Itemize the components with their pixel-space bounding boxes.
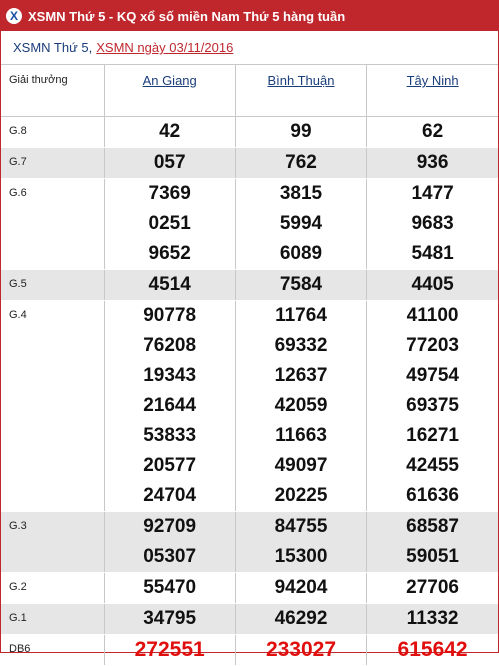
prize-cell	[104, 301, 235, 512]
prize-cell	[235, 301, 366, 512]
prize-number: 762	[285, 152, 317, 173]
province-link-an-giang[interactable]: An Giang	[142, 73, 197, 88]
prize-number: 16271	[406, 425, 459, 446]
prize-number: 34795	[143, 608, 197, 629]
breadcrumb-date-link[interactable]: XSMN ngày 03/11/2016	[96, 40, 234, 55]
prize-label: G.5	[1, 270, 104, 301]
prize-cell	[367, 117, 498, 148]
prize-number: 77203	[406, 335, 459, 356]
prize-number: 3815	[279, 183, 323, 204]
prize-number: 46292	[274, 608, 328, 629]
prize-number: 11332	[406, 608, 459, 629]
prize-number: 9652	[148, 243, 191, 264]
prize-label: G.8	[1, 117, 104, 148]
prize-label: G.7	[1, 148, 104, 179]
prize-row	[1, 635, 498, 666]
prize-number: 55470	[143, 577, 197, 598]
prize-number: 68587	[406, 516, 459, 537]
prize-row	[1, 148, 498, 179]
prize-number: 7369	[148, 183, 191, 204]
prize-number: 11764	[275, 305, 327, 326]
prize-number: 27706	[406, 577, 459, 598]
prize-cell	[104, 512, 235, 573]
prize-number: 5994	[279, 213, 323, 234]
prize-number: 99	[290, 121, 312, 142]
prize-number: 24704	[143, 485, 197, 506]
prize-number: 7584	[279, 274, 323, 295]
page-title: XSMN Thứ 5 - KQ xổ số miền Nam Thứ 5 hàng tuần	[28, 8, 346, 24]
prize-number: 11663	[275, 425, 327, 446]
prize-number: 21644	[143, 395, 197, 416]
prize-cell	[104, 573, 235, 604]
prize-number: 76208	[143, 335, 197, 356]
prize-cell	[235, 117, 366, 148]
prize-label: G.2	[1, 573, 104, 604]
prize-number: 49097	[274, 455, 328, 476]
prize-label: DB6	[1, 635, 104, 666]
prize-row	[1, 604, 498, 635]
prize-number: 42	[159, 121, 181, 142]
prize-number: 92709	[143, 516, 197, 537]
prize-cell	[367, 179, 498, 270]
prize-cell	[235, 148, 366, 179]
prize-number: 4514	[148, 274, 191, 295]
prize-number: 5481	[411, 243, 454, 264]
prize-number: 42059	[274, 395, 328, 416]
prize-label: G.1	[1, 604, 104, 635]
prize-number: 59051	[406, 546, 459, 567]
special-prize-number: 233027	[265, 638, 337, 661]
breadcrumb	[1, 31, 498, 64]
prize-cell	[235, 179, 366, 270]
prize-number: 90778	[143, 305, 197, 326]
prize-row	[1, 573, 498, 604]
prize-number: 9683	[411, 213, 454, 234]
prize-number: 42455	[406, 455, 459, 476]
prize-number: 936	[416, 152, 449, 173]
prize-number: 057	[153, 152, 186, 173]
prize-number: 0251	[148, 213, 191, 234]
prize-number: 84755	[274, 516, 328, 537]
prize-cell	[104, 270, 235, 301]
prize-label: G.6	[1, 179, 104, 270]
prize-cell	[367, 604, 498, 635]
prize-number: 69332	[274, 335, 328, 356]
prize-label: G.4	[1, 301, 104, 512]
prize-number: 41100	[406, 305, 459, 326]
prize-number: 1477	[411, 183, 454, 204]
prize-cell	[235, 604, 366, 635]
province-link-tay-ninh[interactable]: Tây Ninh	[406, 73, 459, 88]
prize-row	[1, 512, 498, 573]
prize-cell	[104, 117, 235, 148]
prize-cell	[367, 635, 498, 666]
prize-cell	[104, 604, 235, 635]
prize-cell	[235, 512, 366, 573]
prize-number: 20225	[274, 485, 328, 506]
prize-number: 12637	[274, 365, 328, 386]
prize-cell	[104, 148, 235, 179]
prize-row	[1, 301, 498, 512]
prize-number: 20577	[143, 455, 197, 476]
prize-number: 49754	[406, 365, 459, 386]
prize-cell	[367, 573, 498, 604]
prize-label: G.3	[1, 512, 104, 573]
prize-number: 94204	[274, 577, 328, 598]
special-prize-number: 615642	[397, 638, 468, 661]
prize-number: 69375	[406, 395, 459, 416]
special-prize-number: 272551	[134, 638, 205, 661]
prize-cell	[367, 270, 498, 301]
results-table	[1, 64, 498, 666]
prize-cell	[235, 635, 366, 666]
prize-row	[1, 179, 498, 270]
prize-number: 53833	[143, 425, 197, 446]
prize-number: 62	[422, 121, 444, 142]
prize-number: 6089	[279, 243, 323, 264]
prize-row	[1, 270, 498, 301]
breadcrumb-prefix: XSMN Thứ 5,	[13, 40, 93, 55]
prize-number: 61636	[406, 485, 459, 506]
prize-number: 19343	[143, 365, 197, 386]
prize-cell	[104, 179, 235, 270]
prize-column-header: Giải thưởng	[1, 65, 104, 117]
prize-cell	[235, 270, 366, 301]
xsmn-logo-icon: X	[6, 8, 22, 24]
prize-number: 05307	[143, 546, 197, 567]
table-header-row	[1, 65, 498, 117]
prize-cell	[104, 635, 235, 666]
prize-cell	[235, 573, 366, 604]
province-link-binh-thuan[interactable]: Bình Thuận	[267, 73, 335, 88]
prize-number: 4405	[411, 274, 454, 295]
prize-number: 15300	[274, 546, 328, 567]
prize-cell	[367, 148, 498, 179]
prize-cell	[367, 301, 498, 512]
prize-cell	[367, 512, 498, 573]
header-bar	[1, 1, 498, 31]
prize-row	[1, 117, 498, 148]
